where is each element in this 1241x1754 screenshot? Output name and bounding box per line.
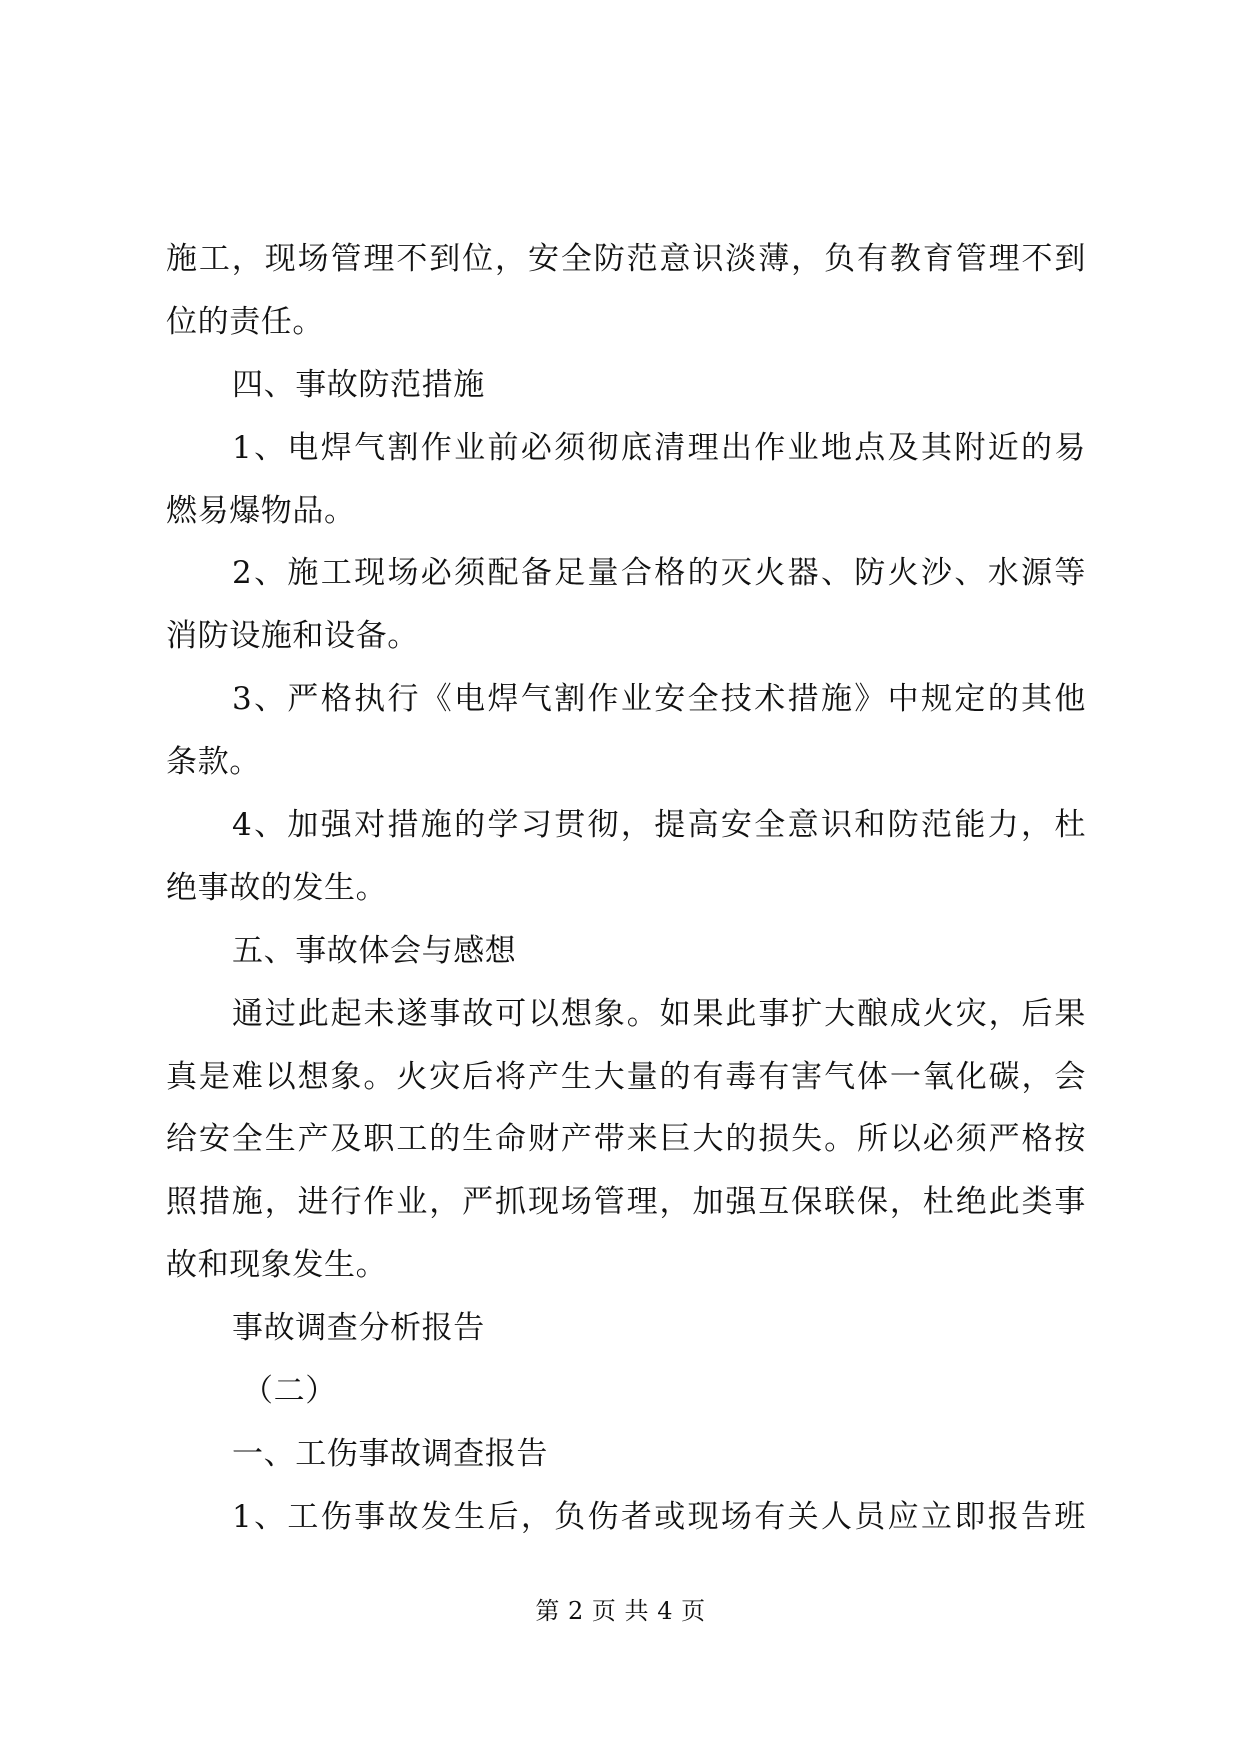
text-line: 1、工伤事故发生后，负伤者或现场有关人员应立即报告班 — [232, 1498, 1086, 1535]
text-line: 绝事故的发生。 — [166, 869, 388, 906]
text-line: 通过此起未遂事故可以想象。如果此事扩大酿成火灾，后果 — [232, 995, 1086, 1032]
section-heading: 五、事故体会与感想 — [232, 932, 517, 969]
document-subtitle: （二） — [242, 1373, 337, 1410]
text-line: 给安全生产及职工的生命财产带来巨大的损失。所以必须严格按 — [166, 1121, 1086, 1158]
text-line: 4、加强对措施的学习贯彻，提高安全意识和防范能力，杜 — [232, 807, 1086, 844]
document-title: 事故调查分析报告 — [232, 1310, 485, 1347]
section-heading: 四、事故防范措施 — [232, 366, 485, 403]
text-line: 施工，现场管理不到位，安全防范意识淡薄，负有教育管理不到 — [166, 241, 1086, 277]
text-line: 条款。 — [166, 744, 261, 781]
page-number-footer: 第 2 页 共 4 页 — [535, 1597, 706, 1625]
text-line: 照措施，进行作业，严抓现场管理，加强互保联保，杜绝此类事 — [166, 1184, 1086, 1221]
text-line: 消防设施和设备。 — [166, 618, 419, 655]
text-line: 1、电焊气割作业前必须彻底清理出作业地点及其附近的易 — [232, 429, 1086, 466]
text-line: 2、施工现场必须配备足量合格的灭火器、防火沙、水源等 — [232, 555, 1086, 592]
text-line: 燃易爆物品。 — [166, 492, 356, 529]
text-line: 3、严格执行《电焊气割作业安全技术措施》中规定的其他 — [232, 681, 1086, 718]
text-line: 故和现象发生。 — [166, 1247, 388, 1284]
text-line: 真是难以想象。火灾后将产生大量的有毒有害气体一氧化碳，会 — [166, 1058, 1086, 1095]
section-heading: 一、工伤事故调查报告 — [232, 1435, 548, 1472]
document-body — [166, 228, 1086, 1549]
text-line: 位的责任。 — [166, 303, 324, 340]
